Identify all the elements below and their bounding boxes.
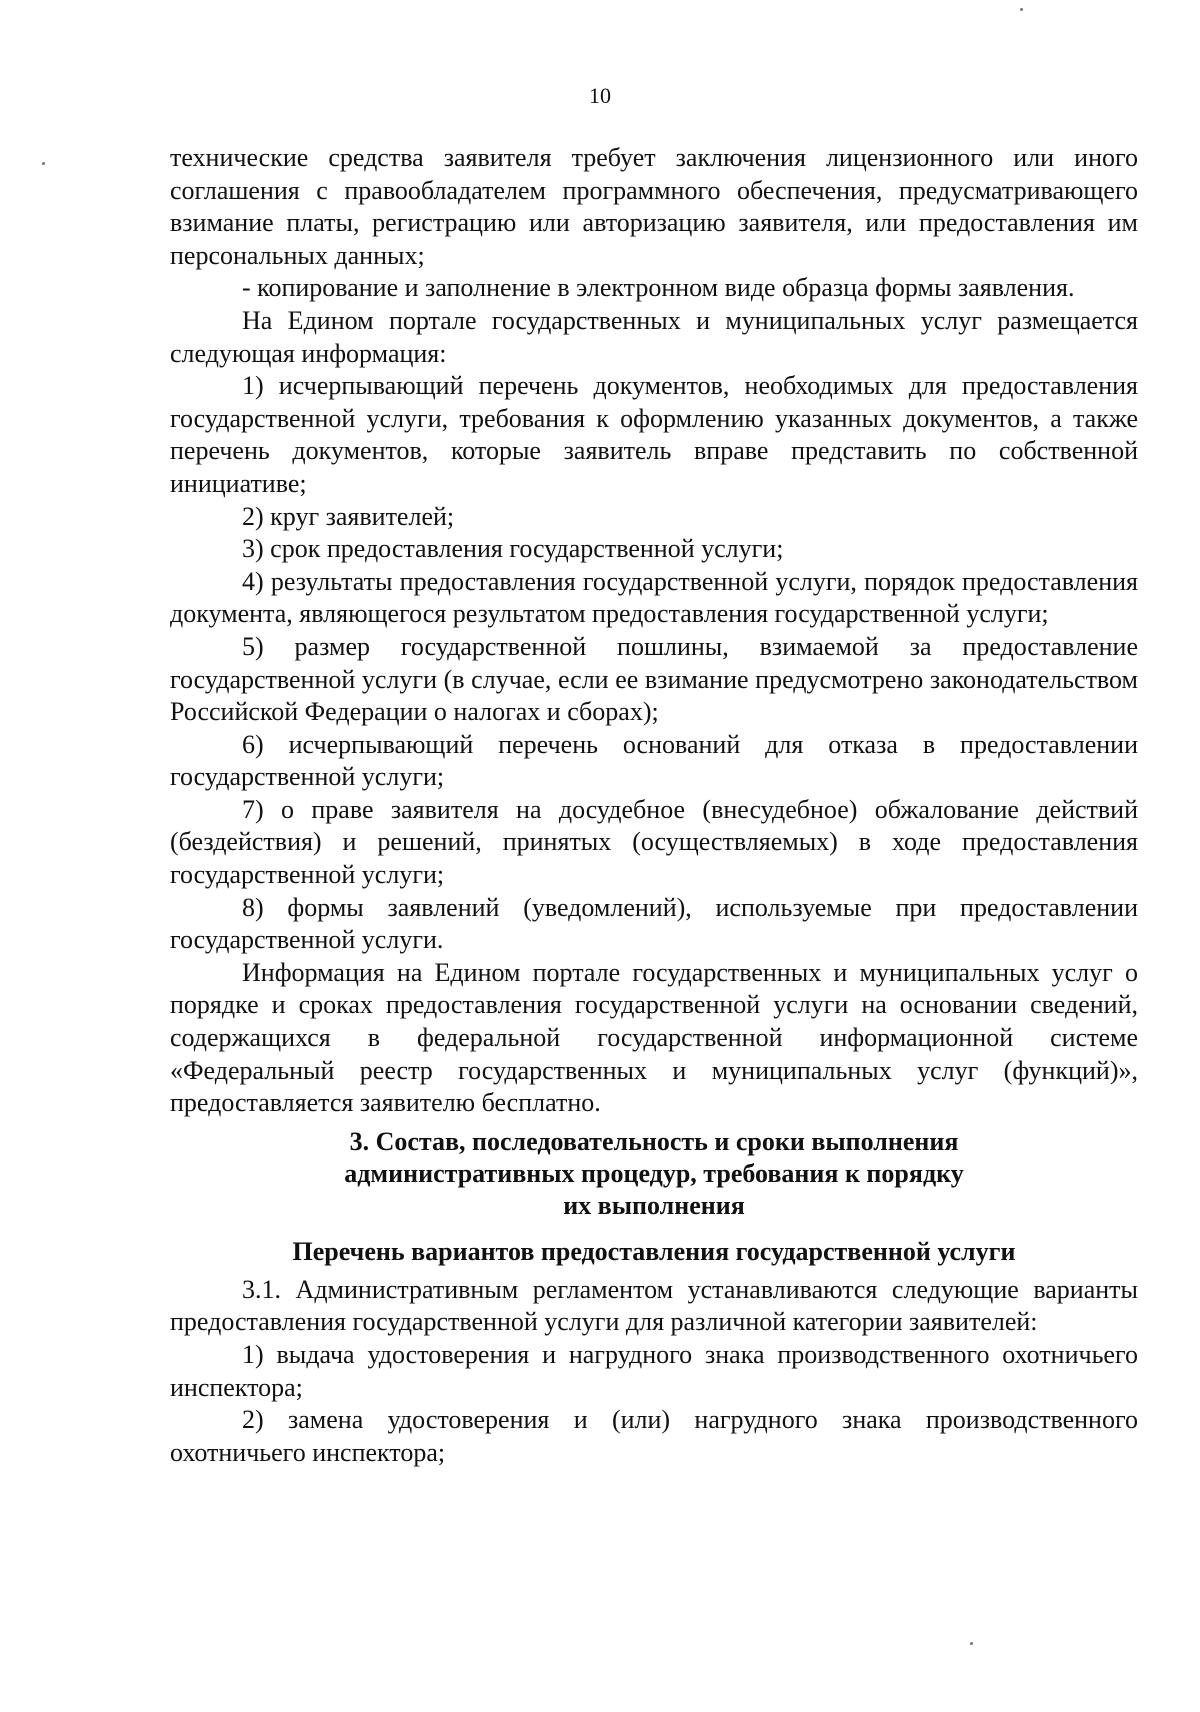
scan-speck [1020, 8, 1023, 11]
scan-speck [970, 1642, 973, 1645]
paragraph: 8) формы заявлений (уведомлений), используемые при предоставлении государственной услуги. [170, 892, 1138, 955]
page-number: 10 [589, 83, 611, 108]
paragraph: 2) круг заявителей; [242, 501, 455, 531]
section-heading [170, 1126, 1138, 1222]
paragraph: 1) выдача удостоверения и нагрудного знака производственного охотничьего инспектора; [170, 1340, 1138, 1402]
paragraph: На Едином портале государственных и муниципальных услуг размещается следующая информация: [170, 305, 1138, 368]
paragraph: - копирование и заполнение в электронном виде образца формы заявления. [242, 273, 1075, 303]
paragraph: 3) срок предоставления государственной услуги; [242, 534, 784, 564]
paragraph: 7) о праве заявителя на досудебное (внесудебное) обжалование действий (бездействия) и решений, принятых (осуществляемых) в ходе предоставления государственной услуги; [170, 794, 1138, 890]
paragraph: 6) исчерпывающий перечень оснований для отказа в предоставлении государственной услуги; [170, 729, 1138, 792]
section-heading-line: административных процедур, требования к порядку [344, 1158, 964, 1188]
paragraph: 1) исчерпывающий перечень документов, необходимых для предоставления государственной услуги, требования к оформлению указанных документов, а также перечень документов, которые заявитель вправе представить по собственной инициативе; [170, 371, 1138, 498]
scan-speck [42, 162, 45, 165]
paragraph: 4) результаты предоставления государственной услуги, порядок предоставления документа, являющегося результатом предоставления государственной услуги; [170, 566, 1138, 629]
paragraph: 3.1. Административным регламентом устанавливаются следующие варианты предоставления государственной услуги для различной категории заявителей: [170, 1274, 1138, 1337]
paragraph-group-top [170, 142, 1138, 1120]
paragraph: 2) замена удостоверения и (или) нагрудного знака производственного охотничьего инспектора; [170, 1405, 1138, 1467]
section-heading-line: 3. Состав, последовательность и сроки выполнения [349, 1126, 959, 1156]
paragraph-group-bottom [170, 1274, 1138, 1470]
paragraph: Информация на Едином портале государственных и муниципальных услуг о порядке и сроках предоставления государственной услуги на основании сведений, содержащихся в федеральной государственной информационной системе «Федеральный реестр государственных и муниципальных услуг (функций)», предоставляется заявителю бесплатно. [170, 957, 1138, 1118]
subsection-heading: Перечень вариантов предоставления государственной услуги [292, 1236, 1016, 1266]
document-body [170, 142, 1138, 1469]
section-heading-line: их выполнения [563, 1190, 745, 1220]
paragraph: 5) размер государственной пошлины, взимаемой за предоставление государственной услуги (в случае, если ее взимание предусмотрено законодательством Российской Федерации о налогах и сборах); [170, 631, 1138, 727]
paragraph: технические средства заявителя требует заключения лицензионного или иного соглашения с правообладателем программного обеспечения, предусматривающего взимание платы, регистрацию или авторизацию заявителя, или предоставления им персональных данных; [170, 143, 1138, 270]
